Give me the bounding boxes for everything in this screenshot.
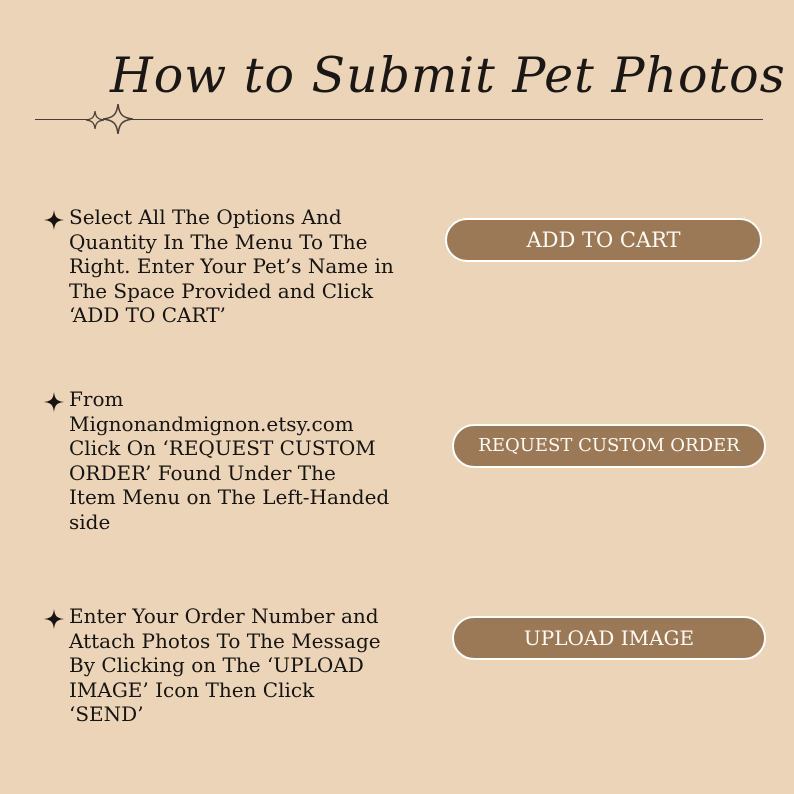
upload-image-button[interactable]: UPLOAD IMAGE bbox=[452, 616, 766, 660]
instruction-text: Enter Your Order Number and Attach Photos To The Message By Clicking on The ‘UPLOAD IMAGE’ Icon Then Click ‘SEND’ bbox=[69, 604, 381, 726]
instruction-text: Select All The Options And Quantity In The Menu To The Right. Enter Your Pet’s Name in The Space Provided and Click ‘ADD TO CART’ bbox=[69, 205, 394, 327]
page-title: How to Submit Pet Photos bbox=[110, 47, 786, 104]
divider-line bbox=[35, 119, 763, 120]
four-point-star-icon bbox=[44, 609, 64, 629]
add-to-cart-button[interactable]: ADD TO CART bbox=[445, 218, 762, 262]
request-custom-order-button[interactable]: REQUEST CUSTOM ORDER bbox=[452, 424, 766, 468]
instruction-item bbox=[44, 205, 434, 335]
sparkle-icon bbox=[103, 104, 133, 134]
four-point-star-icon bbox=[44, 392, 64, 412]
title-divider bbox=[35, 104, 763, 138]
sparkle-icon bbox=[86, 111, 104, 129]
four-point-star-icon bbox=[44, 210, 64, 230]
instruction-item bbox=[44, 604, 434, 730]
instruction-item bbox=[44, 387, 434, 537]
instruction-text: From Mignonandmignon.etsy.com Click On ‘REQUEST CUSTOM ORDER’ Found Under The Item Menu on The Left-Handed side bbox=[69, 387, 390, 534]
